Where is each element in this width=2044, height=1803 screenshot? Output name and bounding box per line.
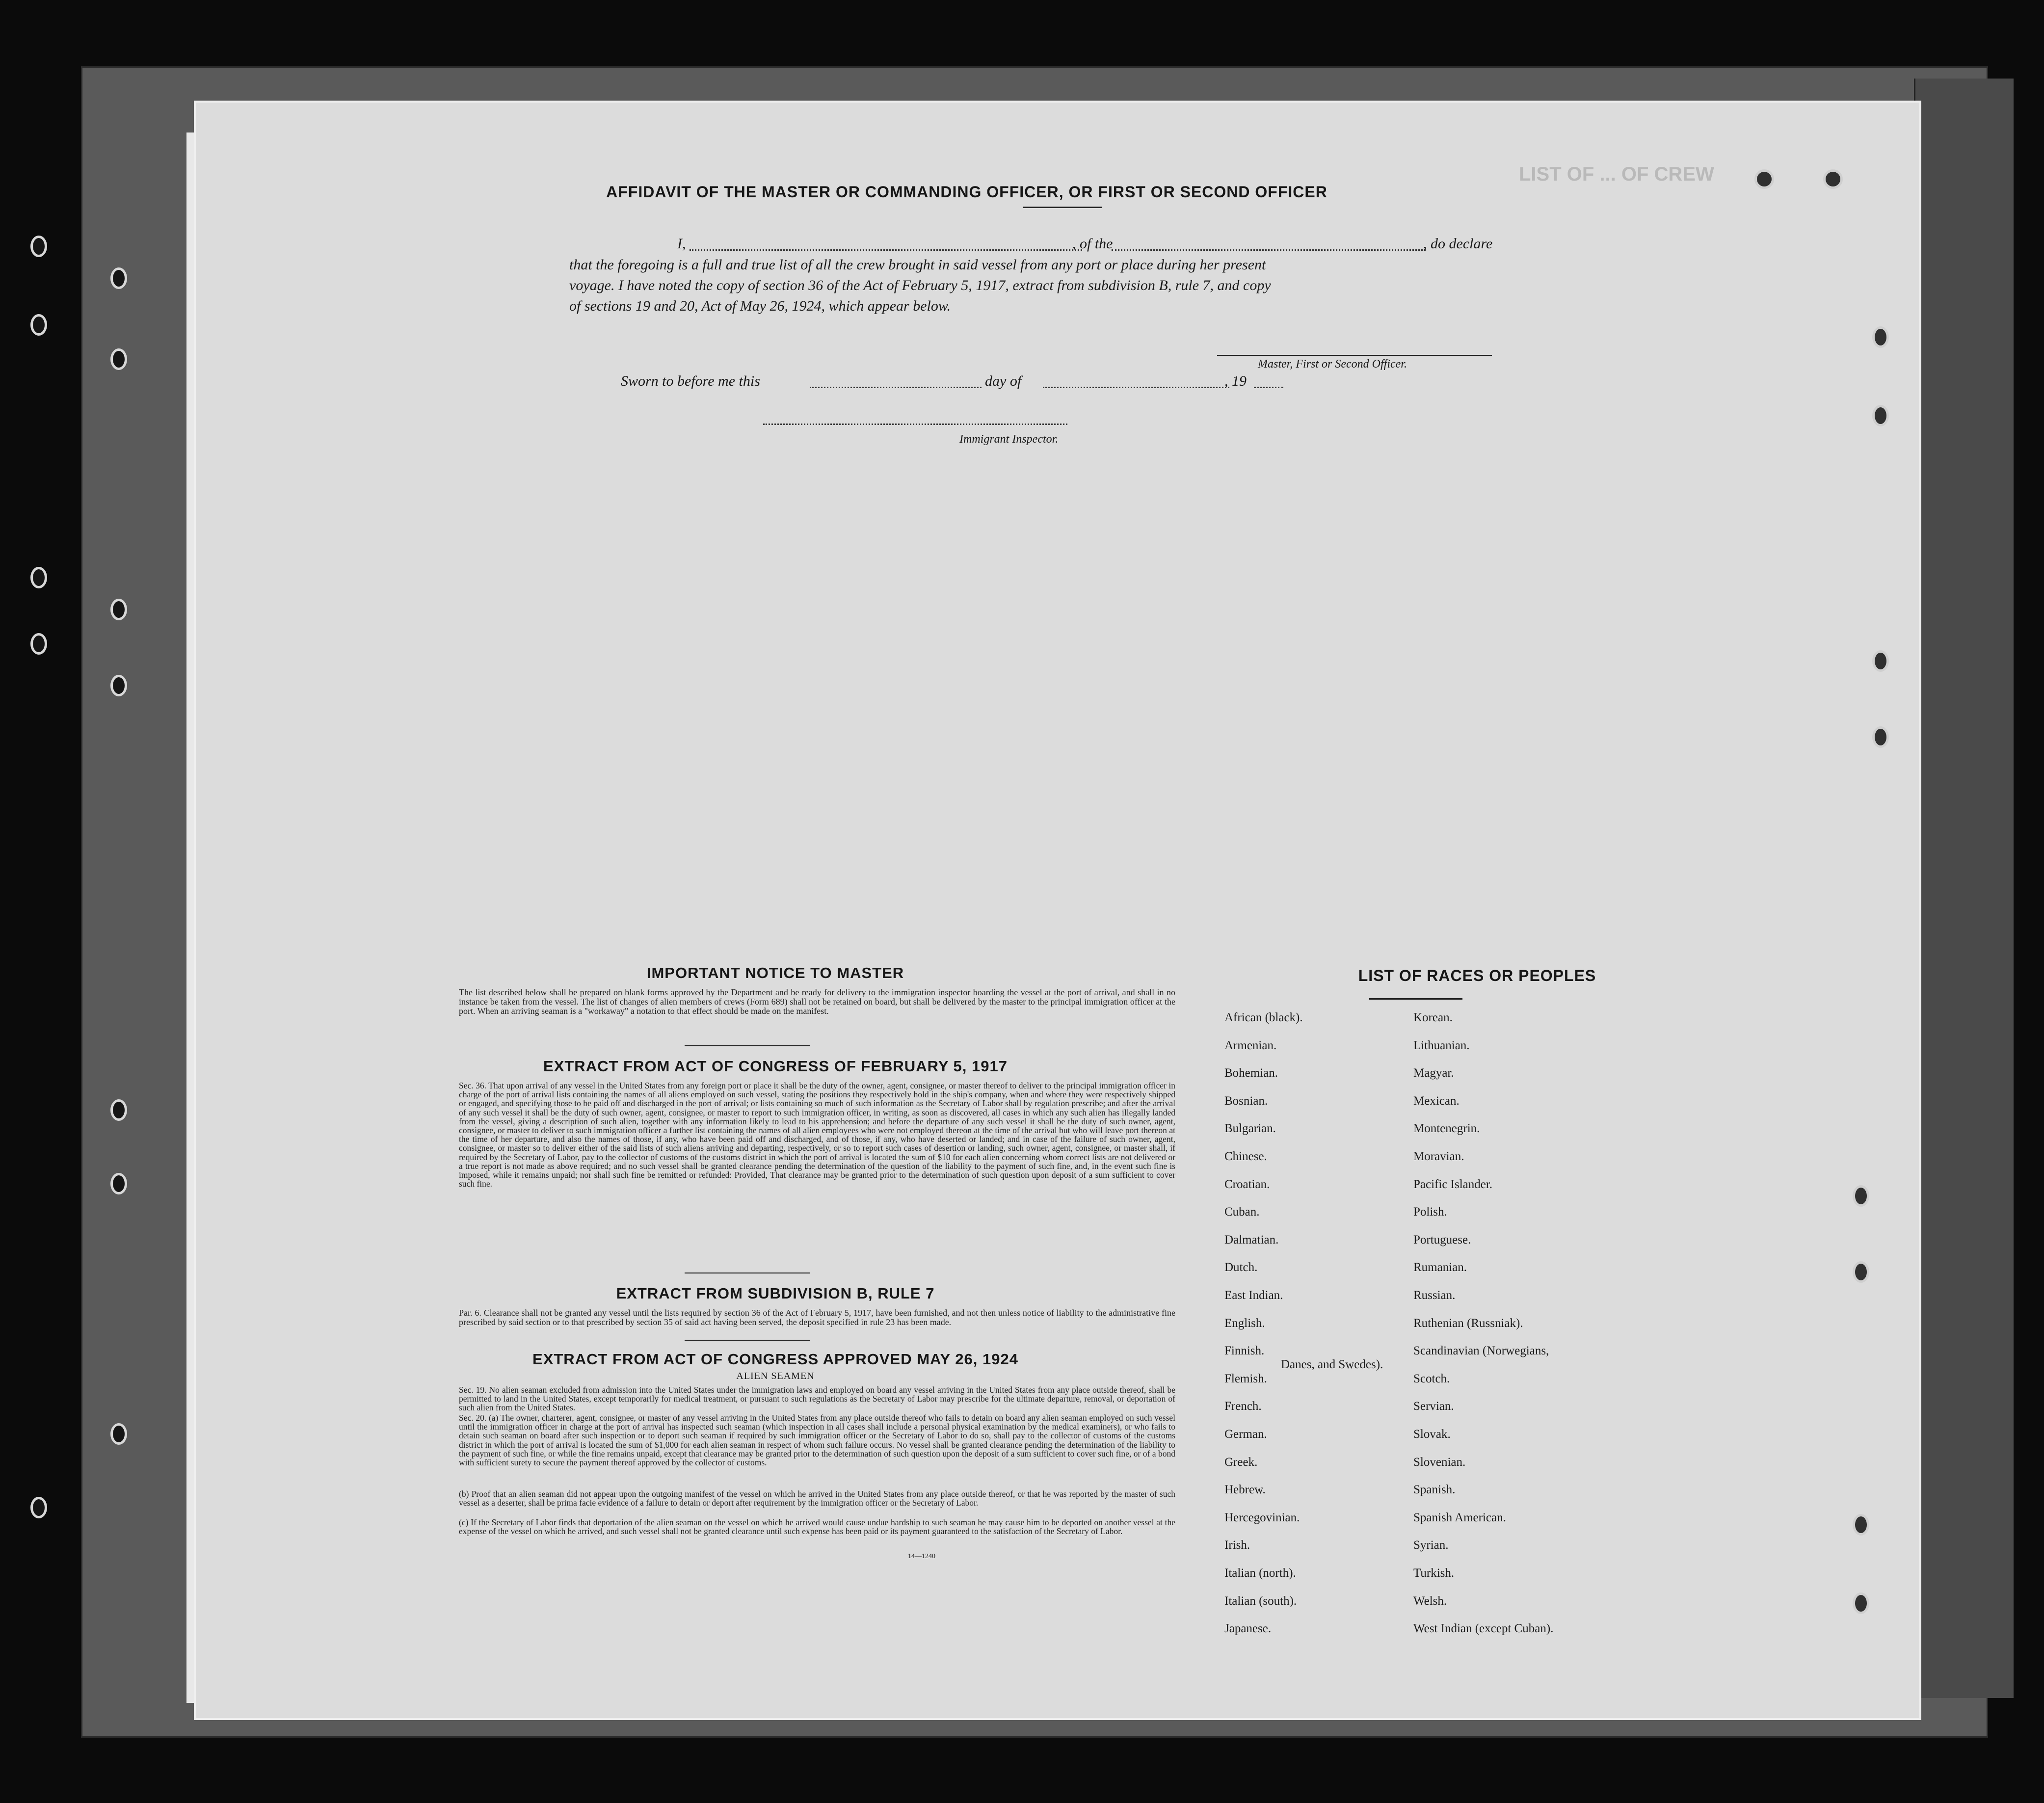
section-20a: Sec. 20. (a) The owner, charterer, agent, consignee, or master of any vessel arriving in the United States from any place outside thereof who fails to detain on board any alien seaman employed on such vessel until the immigration officer in charge at the port of arrival has inspected such seaman (which inspection in all cases shall include a personal physical examination by the medical examiners), or who fails to detain such seaman on board after such inspection or to deport such seaman if required by such immigration officer or the Secretary of Labor to do so, shall pay to the collector of customs of the customs district in which the port of arrival is located the sum of $1,000 for each alien seaman in respect of whom such failure occurs. No vessel shall be granted clearance pending the determination of the liability to the payment of such fine, or while the fine remains unpaid, except that clearance may be granted prior to the determination of such question upon the deposit of a sum sufficient to cover such fine, or of a bond with sufficient surety to secure the payment thereof approved by the collector of customs. xyxy=(459,1413,1175,1468)
binder-hole xyxy=(110,599,127,620)
binder-hole xyxy=(110,348,127,370)
binder-hole xyxy=(1754,169,1774,189)
race-item: Spanish. xyxy=(1413,1483,1456,1497)
race-item: Spanish American. xyxy=(1413,1511,1506,1524)
form-number: 14—1240 xyxy=(908,1553,935,1560)
year-prefix: , 19 xyxy=(1224,373,1247,389)
race-item: Flemish. xyxy=(1224,1372,1267,1385)
extract-1917-body: Sec. 36. That upon arrival of any vessel in the United States from any foreign port or place it shall be the duty of the owner, agent, consignee, or master thereof to deliver to the principal immigration officer in charge of the port of arrival lists containing the names of all aliens employed on such vessel, stating the positions they respectively hold in the ship's company, when and where they were respectively shipped or engaged, and specifying those to be paid off and discharged in the port of arrival; or lists containing so much of such information as the Secretary of Labor shall by regulation prescribe; and after the arrival of any such vessel it shall be the duty of such owner, agent, consignee, or master to report to such immigration officer, in writing, as soon as discovered, all cases in which any such alien has illegally landed from the vessel, giving a description of such alien, together with any information likely to lead to his apprehension; and before the departure of any such vessel it shall be the duty of such owner, agent, consignee, or master to deliver to such immigration officer a further list containing the names of all alien employees who were not employed thereon at the time of the arrival but who will leave port thereon at the time of her departure, and also the names of those, if any, who have been paid off and discharged, and of those, if any, who have deserted or landed; and in case of the failure of such owner, agent, consignee, or master so to deliver either of the said lists of such aliens arriving and departing, respectively, or so to report such cases of desertion or landing, such owner, agent, consignee, or master shall, if required by the Secretary of Labor, pay to the collector of customs of the customs district in which the port of arrival is located the sum of $10 for each alien concerning whom correct lists are not delivered or a true report is not made as above required; and no such vessel shall be granted clearance pending the determination of the question of the liability to the payment of such fine, and, in the event such fine is imposed, while it remains unpaid; nor shall such fine be remitted or refunded: Provided, That clearance may be granted prior to the determination of such question upon deposit of a sum sufficient to cover such fine. xyxy=(459,1081,1175,1189)
affidavit-declare: , do declare xyxy=(1423,236,1493,252)
race-item: Servian. xyxy=(1413,1400,1454,1413)
binder-hole xyxy=(1853,1592,1869,1614)
race-item: English. xyxy=(1224,1316,1265,1330)
rule-7-body: Par. 6. Clearance shall not be granted any vessel until the lists required by section 36 of the Act of February 5, 1917, have been furnished, and not then unless notice of liability to the administrative fine prescribed by said section or to that prescribed by section 35 of said act having been served, the deposit specified in rule 23 has been made. xyxy=(459,1308,1175,1327)
binder-hole xyxy=(1853,1185,1869,1207)
race-item: African (black). xyxy=(1224,1011,1303,1024)
race-item: Croatian. xyxy=(1224,1177,1270,1191)
race-item: Polish. xyxy=(1413,1205,1447,1219)
race-item: West Indian (except Cuban). xyxy=(1413,1622,1554,1636)
extract-1917-title: EXTRACT FROM ACT OF CONGRESS OF FEBRUARY 5, 1917 xyxy=(543,1058,1008,1075)
race-item: Rumanian. xyxy=(1413,1261,1467,1274)
race-item: Magyar. xyxy=(1413,1066,1454,1080)
race-item: German. xyxy=(1224,1428,1267,1441)
race-item: Hebrew. xyxy=(1224,1483,1266,1497)
master-caption: Master, First or Second Officer. xyxy=(1258,358,1407,371)
title-rule xyxy=(1023,207,1102,208)
binder-hole xyxy=(1853,1514,1869,1536)
race-item: Japanese. xyxy=(1224,1622,1272,1636)
inspector-caption: Immigrant Inspector. xyxy=(959,433,1059,446)
affidavit-title: AFFIDAVIT OF THE MASTER OR COMMANDING OFFICER, OR FIRST OR SECOND OFFICER xyxy=(606,183,1327,201)
race-item: Korean. xyxy=(1413,1011,1453,1024)
race-item: Mexican. xyxy=(1413,1094,1460,1108)
race-item: Finnish. xyxy=(1224,1344,1265,1358)
races-title: LIST OF RACES OR PEOPLES xyxy=(1358,967,1596,984)
master-signature-line xyxy=(1217,355,1492,356)
race-item: Dalmatian. xyxy=(1224,1233,1279,1246)
binder-hole xyxy=(30,1497,47,1518)
binder-hole xyxy=(110,1173,127,1194)
binder-hole xyxy=(110,675,127,696)
race-item: Greek. xyxy=(1224,1455,1258,1469)
race-item: Dutch. xyxy=(1224,1261,1258,1274)
race-item: Bosnian. xyxy=(1224,1094,1268,1108)
binder-hole xyxy=(1872,326,1889,348)
day-of-text: day of xyxy=(985,373,1022,389)
race-item: Armenian. xyxy=(1224,1038,1277,1052)
race-item: Pacific Islander. xyxy=(1413,1177,1493,1191)
binder-hole xyxy=(1872,650,1889,672)
year-blank xyxy=(1254,387,1283,388)
race-item: Hercegovinian. xyxy=(1224,1511,1300,1524)
affidavit-i: I, xyxy=(677,236,686,252)
race-item: Lithuanian. xyxy=(1413,1038,1470,1052)
binder-hole xyxy=(110,1423,127,1445)
races-rule xyxy=(1369,998,1462,1000)
notice-body: The list described below shall be prepared on blank forms approved by the Department and be ready for delivery to the immigration inspector boarding the vessel at the port of arrival, and shall in no instance be taken from the vessel. The list of changes of alien members of crews (Form 689) shall not be retained on board, but shall be delivered by the master to the principal immigration officer at the port. When an arriving seaman is a "workaway" a notation to that effect should be made on the manifest. xyxy=(459,987,1175,1016)
section-20c: (c) If the Secretary of Labor finds that deportation of the alien seaman on the vessel on which he arrived would cause undue hardship to such seaman he may cause him to be deported on another vessel at the expense of the vessel on which he arrived, and such vessel shall not be granted clearance until such expense has been paid or its payment guaranteed to the satisfaction of the Secretary of Labor. xyxy=(459,1517,1175,1537)
race-item: Moravian. xyxy=(1413,1150,1464,1163)
binder-edge xyxy=(1914,79,2014,1698)
form-sheet xyxy=(194,101,1921,1720)
alien-seamen-subtitle: ALIEN SEAMEN xyxy=(736,1371,815,1381)
section-rule xyxy=(685,1045,810,1046)
race-item: French. xyxy=(1224,1400,1262,1413)
section-20b: (b) Proof that an alien seaman did not appear upon the outgoing manifest of the vessel on which he arrived in the United States from any place outside thereof, or that he was reported by the master of such vessel as a deserter, shall be prima facie evidence of a failure to detain or deport after requirement by the immigration officer or the Secretary of Labor. xyxy=(459,1489,1175,1508)
binder-hole xyxy=(30,314,47,336)
race-item: Danes, and Swedes). xyxy=(1281,1358,1383,1372)
race-item: Ruthenian (Russniak). xyxy=(1413,1316,1523,1330)
race-item: Bohemian. xyxy=(1224,1066,1278,1080)
binder-hole xyxy=(1823,169,1843,189)
affidavit-line-2: that the foregoing is a full and true list of all the crew brought in said vessel from any port or place during her present xyxy=(569,257,1266,273)
race-item: Montenegrin. xyxy=(1413,1122,1480,1136)
binder-hole xyxy=(30,633,47,655)
notice-title: IMPORTANT NOTICE TO MASTER xyxy=(646,964,904,981)
month-blank xyxy=(1043,387,1229,388)
binder-hole xyxy=(30,236,47,257)
race-item: Chinese. xyxy=(1224,1150,1267,1163)
binder-hole xyxy=(1872,726,1889,748)
section-rule xyxy=(685,1340,810,1341)
binder-hole xyxy=(110,1099,127,1121)
race-item: Slovak. xyxy=(1413,1428,1451,1441)
affidavit-line-4: of sections 19 and 20, Act of May 26, 1924, which appear below. xyxy=(569,298,951,314)
binder-hole xyxy=(1853,1261,1869,1283)
race-item: Scotch. xyxy=(1413,1372,1450,1385)
race-item: Welsh. xyxy=(1413,1594,1447,1608)
race-item: Irish. xyxy=(1224,1538,1250,1552)
binder-hole xyxy=(30,567,47,588)
inspector-signature-line xyxy=(763,424,1067,425)
bleed-through-header: LIST OF ... OF CREW xyxy=(1519,163,1714,185)
binder-hole xyxy=(110,267,127,289)
affidavit-of-the: , of the xyxy=(1072,236,1113,252)
race-item: Scandinavian (Norwegians, xyxy=(1413,1344,1549,1358)
vessel-blank xyxy=(1112,249,1426,251)
race-item: Italian (south). xyxy=(1224,1594,1297,1608)
sworn-day-blank xyxy=(810,387,982,388)
sworn-text: Sworn to before me this xyxy=(621,373,760,389)
race-item: East Indian. xyxy=(1224,1289,1283,1302)
section-19: Sec. 19. No alien seaman excluded from admission into the United States under the immigration laws and employed on board any vessel arriving in the United States from any place outside thereof, shall be permitted to land in the United States, except temporarily for medical treatment, or pursuant to such regulations as the Secretary of Labor may prescribe for the ultimate departure, removal, or deportation of such alien from the United States. xyxy=(459,1385,1175,1413)
name-blank xyxy=(690,249,1082,251)
race-item: Turkish. xyxy=(1413,1566,1455,1580)
extract-1924-title: EXTRACT FROM ACT OF CONGRESS APPROVED MAY 26, 1924 xyxy=(532,1351,1018,1368)
race-item: Cuban. xyxy=(1224,1205,1260,1219)
race-item: Bulgarian. xyxy=(1224,1122,1276,1136)
rule-7-title: EXTRACT FROM SUBDIVISION B, RULE 7 xyxy=(616,1285,935,1302)
race-item: Italian (north). xyxy=(1224,1566,1296,1580)
race-item: Portuguese. xyxy=(1413,1233,1471,1246)
race-item: Syrian. xyxy=(1413,1538,1449,1552)
affidavit-line-3: voyage. I have noted the copy of section 36 of the Act of February 5, 1917, extract from subdivision B, rule 7, and copy xyxy=(569,277,1271,293)
race-item: Slovenian. xyxy=(1413,1455,1466,1469)
race-item: Russian. xyxy=(1413,1289,1456,1302)
binder-hole xyxy=(1872,405,1889,426)
